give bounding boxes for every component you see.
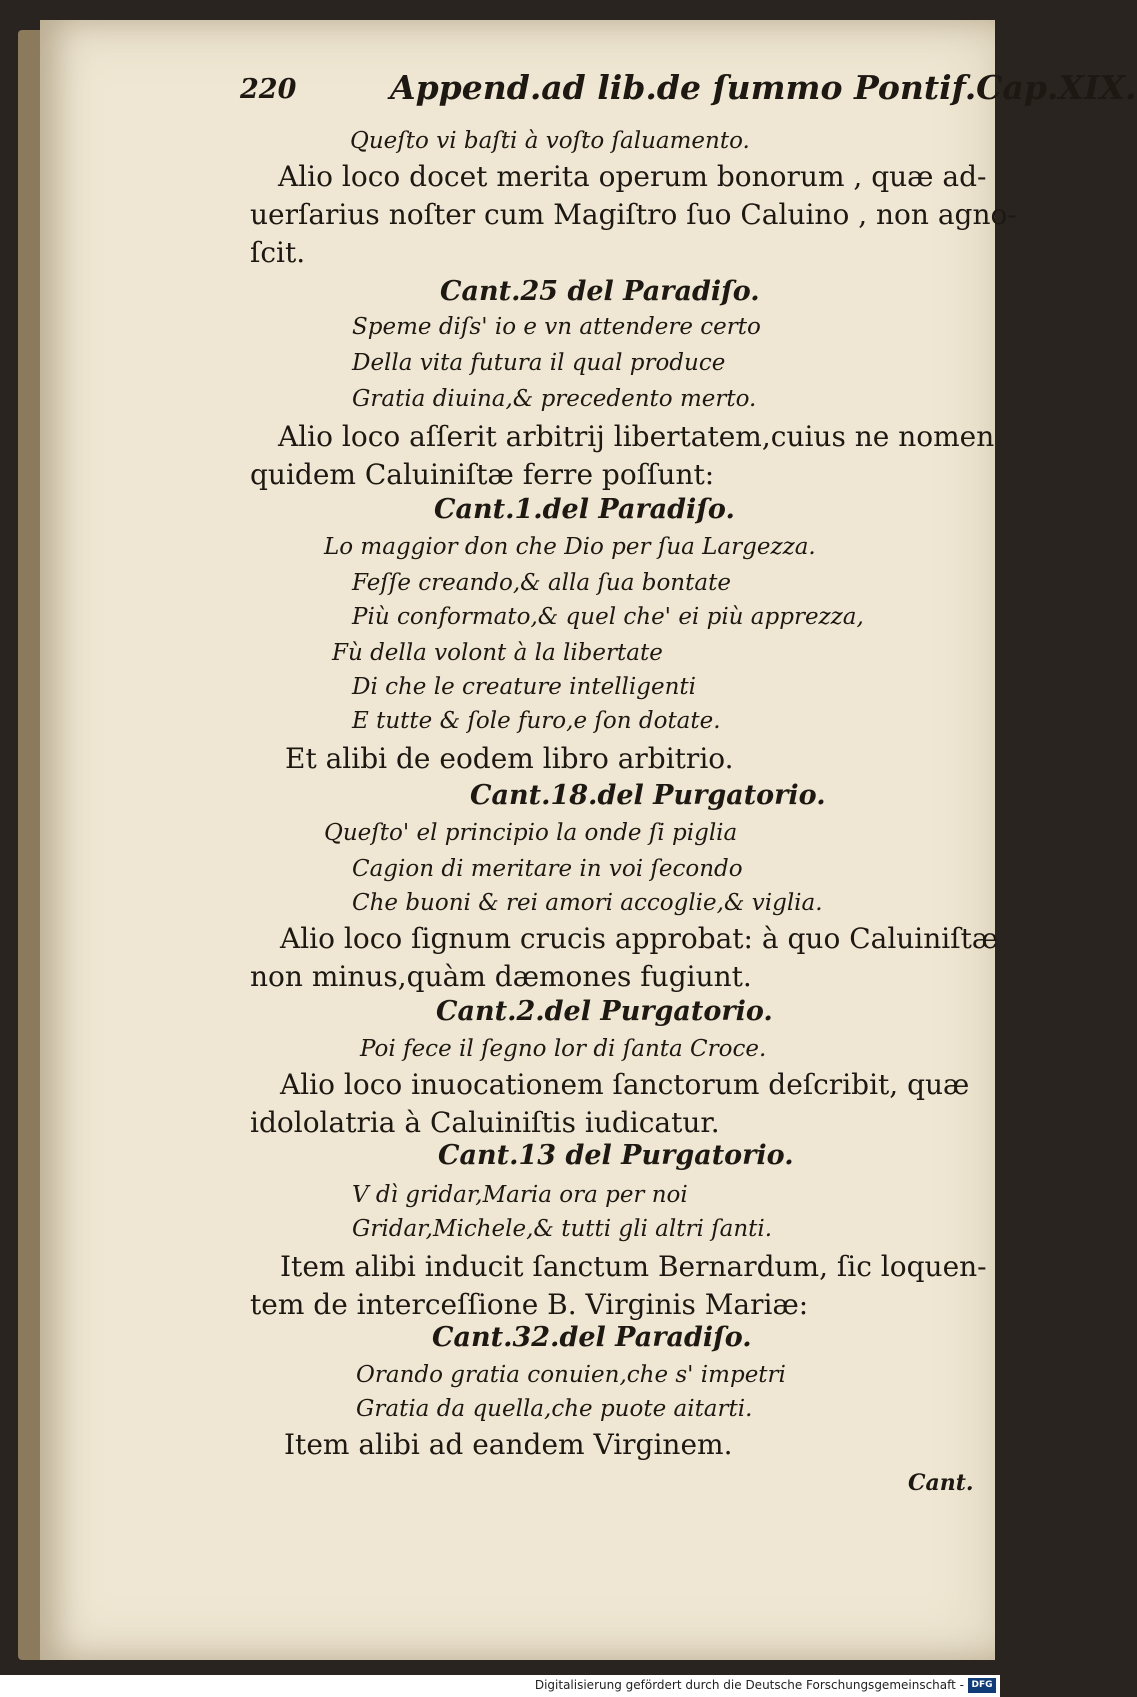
verse-line: Fù della volont à la libertate [332,640,663,666]
verse-line: Feſſe creando,& alla ſua bontate [352,570,731,596]
verse-line: V dì gridar,Maria ora per noi [352,1182,688,1208]
verse-line: Lo maggior don che Dio per ſua Largezza. [324,534,816,560]
footer-credit: Digitalisierung gefördert durch die Deutsche Forschungsgemeinschaft - [534,1678,964,1692]
verse-line: E tutte & ſole furo,e ſon dotate. [352,708,721,734]
verse-line: Di che le creature intelligenti [352,674,697,700]
verse-line: Speme diſs' io e vn attendere certo [352,314,761,340]
prose-line: non minus,quàm dæmones fugiunt. [250,960,752,993]
page-number: 220 [240,74,297,105]
section-heading: Cant.13 del Purgatorio. [438,1140,794,1171]
verse-line: Queſto vi baſti à voſto ſaluamento. [350,128,750,154]
prose-line: Alio loco aſſerit arbitrij libertatem,cuius ne nomen [278,420,995,453]
prose-line: idololatria à Caluiniſtis iudicatur. [250,1106,720,1139]
prose-line: Alio loco docet merita operum bonorum , quæ ad- [278,160,987,193]
prose-line: Alio loco inuocationem ſanctorum deſcribit, quæ [280,1068,970,1101]
verse-line: Poi fece il ſegno lor di ſanta Croce. [360,1036,767,1062]
section-heading: Cant.25 del Paradiſo. [440,276,760,307]
prose-line: Item alibi ad eandem Virginem. [284,1428,733,1461]
section-heading: Cant.2.del Purgatorio. [436,996,773,1027]
prose-line: uerſarius noſter cum Magiſtro ſuo Caluino , non agno- [250,198,1017,231]
verse-line: Queſto' el principio la onde ſi piglia [324,820,738,846]
verse-line: Gratia da quella,che puote aitarti. [356,1396,753,1422]
verse-line: Che buoni & rei amori accoglie,& viglia. [352,890,823,916]
verse-line: Gridar,Michele,& tutti gli altri ſanti. [352,1216,773,1242]
running-title: Append.ad lib.de ſummo Pontif.Cap.XIX. [390,68,1137,107]
prose-line: quidem Caluiniſtæ ferre poſſunt: [250,458,715,491]
prose-line: Item alibi inducit ſanctum Bernardum, ſic loquen- [280,1250,987,1283]
section-heading: Cant.32.del Paradiſo. [432,1322,752,1353]
prose-line: tem de interceſſione B. Virginis Mariæ: [250,1288,809,1321]
verse-line: Cagion di meritare in voi ſecondo [352,856,743,882]
verse-line: Più conformato,& quel che' ei più apprezza, [352,604,864,630]
catchword: Cant. [908,1470,974,1496]
verse-line: Gratia diuina,& precedento merto. [352,386,757,412]
prose-line: ſcit. [250,236,306,269]
verse-line: Orando gratia conuien,che s' impetri [356,1362,786,1388]
verse-line: Della vita futura il qual produce [352,350,726,376]
running-header [240,68,1137,112]
section-heading: Cant.1.del Paradiſo. [434,494,735,525]
section-heading: Cant.18.del Purgatorio. [470,780,826,811]
digitization-footer [0,1675,1000,1697]
prose-line: Et alibi de eodem libro arbitrio. [285,742,734,775]
prose-line: Alio loco ſignum crucis approbat: à quo Caluiniſtæ [280,922,999,955]
dfg-logo: DFG [968,1678,996,1693]
